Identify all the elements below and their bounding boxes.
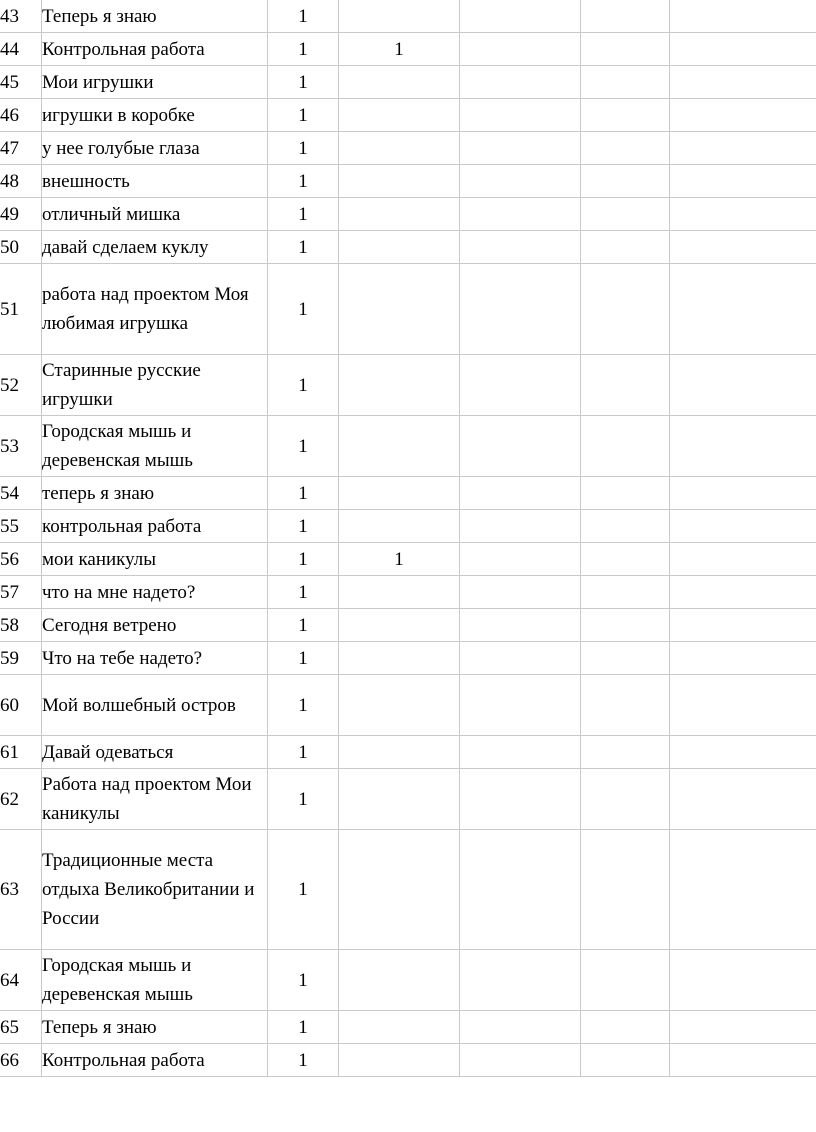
- empty-cell: [581, 355, 670, 416]
- empty-cell: [670, 950, 816, 1011]
- empty-cell: [581, 1011, 670, 1044]
- empty-cell: [581, 736, 670, 769]
- empty-cell: [460, 642, 581, 675]
- lesson-hours: 1: [268, 950, 339, 1011]
- lesson-topic: Сегодня ветрено: [42, 609, 268, 642]
- test-count: 1: [339, 543, 460, 576]
- empty-cell: [460, 66, 581, 99]
- empty-cell: [460, 543, 581, 576]
- table-row: [0, 510, 816, 543]
- empty-cell: [670, 769, 816, 830]
- empty-cell: [460, 950, 581, 1011]
- lesson-number: 60: [0, 675, 42, 736]
- empty-cell: [581, 165, 670, 198]
- lesson-topic: Теперь я знаю: [42, 1011, 268, 1044]
- empty-cell: [670, 33, 816, 66]
- empty-cell: [460, 477, 581, 510]
- lesson-hours: 1: [268, 675, 339, 736]
- empty-cell: [670, 198, 816, 231]
- table-row: [0, 33, 816, 66]
- test-count: [339, 576, 460, 609]
- empty-cell: [670, 576, 816, 609]
- empty-cell: [670, 477, 816, 510]
- lesson-hours: 1: [268, 99, 339, 132]
- test-count: [339, 132, 460, 165]
- empty-cell: [670, 416, 816, 477]
- lesson-hours: 1: [268, 416, 339, 477]
- table-row: [0, 830, 816, 950]
- lesson-topic: у нее голубые глаза: [42, 132, 268, 165]
- empty-cell: [460, 165, 581, 198]
- test-count: 1: [339, 33, 460, 66]
- test-count: [339, 769, 460, 830]
- lesson-number: 59: [0, 642, 42, 675]
- test-count: [339, 736, 460, 769]
- table-row: [0, 675, 816, 736]
- table-row: [0, 264, 816, 355]
- table-row: [0, 132, 816, 165]
- lesson-number: 55: [0, 510, 42, 543]
- lesson-number: 45: [0, 66, 42, 99]
- table-row: [0, 769, 816, 830]
- lesson-topic: Контрольная работа: [42, 33, 268, 66]
- table-row: [0, 609, 816, 642]
- empty-cell: [670, 264, 816, 355]
- lesson-topic: Мой волшебный остров: [42, 675, 268, 736]
- lesson-hours: 1: [268, 576, 339, 609]
- table-row: [0, 165, 816, 198]
- empty-cell: [581, 264, 670, 355]
- test-count: [339, 1011, 460, 1044]
- lesson-hours: 1: [268, 132, 339, 165]
- empty-cell: [670, 231, 816, 264]
- table-row: [0, 477, 816, 510]
- empty-cell: [460, 231, 581, 264]
- empty-cell: [460, 510, 581, 543]
- lesson-hours: 1: [268, 0, 339, 33]
- empty-cell: [670, 830, 816, 950]
- empty-cell: [670, 609, 816, 642]
- lesson-hours: 1: [268, 769, 339, 830]
- lesson-number: 57: [0, 576, 42, 609]
- lesson-hours: 1: [268, 66, 339, 99]
- empty-cell: [460, 355, 581, 416]
- empty-cell: [460, 264, 581, 355]
- table-row: [0, 576, 816, 609]
- empty-cell: [460, 736, 581, 769]
- empty-cell: [670, 0, 816, 33]
- empty-cell: [581, 675, 670, 736]
- empty-cell: [460, 576, 581, 609]
- empty-cell: [581, 543, 670, 576]
- empty-cell: [460, 99, 581, 132]
- lesson-topic: Давай одеваться: [42, 736, 268, 769]
- lesson-number: 62: [0, 769, 42, 830]
- lesson-number: 44: [0, 33, 42, 66]
- test-count: [339, 264, 460, 355]
- empty-cell: [670, 1011, 816, 1044]
- test-count: [339, 950, 460, 1011]
- lesson-hours: 1: [268, 830, 339, 950]
- table-row: [0, 198, 816, 231]
- empty-cell: [670, 1044, 816, 1077]
- empty-cell: [670, 165, 816, 198]
- test-count: [339, 231, 460, 264]
- empty-cell: [581, 416, 670, 477]
- test-count: [339, 510, 460, 543]
- empty-cell: [670, 543, 816, 576]
- lesson-hours: 1: [268, 198, 339, 231]
- lesson-number: 47: [0, 132, 42, 165]
- test-count: [339, 66, 460, 99]
- test-count: [339, 1044, 460, 1077]
- table-row: [0, 0, 816, 33]
- lesson-topic: Теперь я знаю: [42, 0, 268, 33]
- lesson-hours: 1: [268, 1011, 339, 1044]
- table-row: [0, 736, 816, 769]
- lesson-hours: 1: [268, 510, 339, 543]
- lesson-topic: мои каникулы: [42, 543, 268, 576]
- test-count: [339, 609, 460, 642]
- lesson-topic: контрольная работа: [42, 510, 268, 543]
- test-count: [339, 0, 460, 33]
- empty-cell: [460, 198, 581, 231]
- test-count: [339, 830, 460, 950]
- lesson-hours: 1: [268, 477, 339, 510]
- test-count: [339, 99, 460, 132]
- lesson-number: 52: [0, 355, 42, 416]
- empty-cell: [460, 769, 581, 830]
- test-count: [339, 165, 460, 198]
- empty-cell: [670, 355, 816, 416]
- test-count: [339, 477, 460, 510]
- lesson-topic: Мои игрушки: [42, 66, 268, 99]
- table-row: [0, 99, 816, 132]
- empty-cell: [581, 33, 670, 66]
- empty-cell: [581, 950, 670, 1011]
- table-row: [0, 543, 816, 576]
- empty-cell: [581, 1044, 670, 1077]
- lesson-hours: 1: [268, 1044, 339, 1077]
- lesson-number: 54: [0, 477, 42, 510]
- lesson-hours: 1: [268, 736, 339, 769]
- lesson-number: 58: [0, 609, 42, 642]
- test-count: [339, 355, 460, 416]
- empty-cell: [460, 1044, 581, 1077]
- lesson-topic: Городская мышь и деревенская мышь: [42, 416, 268, 477]
- test-count: [339, 198, 460, 231]
- table-row: [0, 642, 816, 675]
- table-row: [0, 950, 816, 1011]
- lesson-topic: Традиционные места отдыха Великобритании и России: [42, 830, 268, 950]
- lesson-hours: 1: [268, 642, 339, 675]
- lesson-topic: внешность: [42, 165, 268, 198]
- lesson-hours: 1: [268, 264, 339, 355]
- lesson-topic: Городская мышь и деревенская мышь: [42, 950, 268, 1011]
- table-row: [0, 231, 816, 264]
- table-row: [0, 416, 816, 477]
- empty-cell: [581, 609, 670, 642]
- lesson-number: 65: [0, 1011, 42, 1044]
- lesson-hours: 1: [268, 355, 339, 416]
- lesson-number: 43: [0, 0, 42, 33]
- empty-cell: [460, 609, 581, 642]
- test-count: [339, 675, 460, 736]
- lesson-topic: Что на тебе надето?: [42, 642, 268, 675]
- lesson-topic: Контрольная работа: [42, 1044, 268, 1077]
- table-row: [0, 1044, 816, 1077]
- test-count: [339, 416, 460, 477]
- empty-cell: [670, 66, 816, 99]
- empty-cell: [670, 675, 816, 736]
- lesson-number: 48: [0, 165, 42, 198]
- lesson-number: 56: [0, 543, 42, 576]
- empty-cell: [581, 477, 670, 510]
- lesson-number: 46: [0, 99, 42, 132]
- empty-cell: [670, 642, 816, 675]
- lesson-number: 49: [0, 198, 42, 231]
- lesson-topic: давай сделаем куклу: [42, 231, 268, 264]
- table-row: [0, 355, 816, 416]
- empty-cell: [460, 33, 581, 66]
- lesson-topic: что на мне надето?: [42, 576, 268, 609]
- lesson-hours: 1: [268, 609, 339, 642]
- empty-cell: [460, 675, 581, 736]
- empty-cell: [581, 99, 670, 132]
- lesson-hours: 1: [268, 165, 339, 198]
- lesson-hours: 1: [268, 231, 339, 264]
- table-row: [0, 66, 816, 99]
- empty-cell: [581, 198, 670, 231]
- empty-cell: [670, 510, 816, 543]
- lesson-topic: Старинные русские игрушки: [42, 355, 268, 416]
- empty-cell: [581, 66, 670, 99]
- lesson-topic: игрушки в коробке: [42, 99, 268, 132]
- empty-cell: [581, 830, 670, 950]
- lesson-hours: 1: [268, 33, 339, 66]
- test-count: [339, 642, 460, 675]
- empty-cell: [670, 736, 816, 769]
- lesson-topic: отличный мишка: [42, 198, 268, 231]
- lesson-number: 63: [0, 830, 42, 950]
- empty-cell: [460, 132, 581, 165]
- lesson-number: 66: [0, 1044, 42, 1077]
- empty-cell: [581, 576, 670, 609]
- empty-cell: [581, 231, 670, 264]
- empty-cell: [581, 642, 670, 675]
- lesson-hours: 1: [268, 543, 339, 576]
- empty-cell: [581, 0, 670, 33]
- empty-cell: [460, 1011, 581, 1044]
- lesson-topic: теперь я знаю: [42, 477, 268, 510]
- lesson-number: 64: [0, 950, 42, 1011]
- lesson-number: 51: [0, 264, 42, 355]
- lesson-topic: Работа над проектом Мои каникулы: [42, 769, 268, 830]
- empty-cell: [670, 132, 816, 165]
- lesson-number: 53: [0, 416, 42, 477]
- empty-cell: [460, 416, 581, 477]
- lesson-topic: работа над проектом Моя любимая игрушка: [42, 264, 268, 355]
- empty-cell: [581, 510, 670, 543]
- empty-cell: [670, 99, 816, 132]
- empty-cell: [581, 132, 670, 165]
- lesson-number: 50: [0, 231, 42, 264]
- table-row: [0, 1011, 816, 1044]
- empty-cell: [581, 769, 670, 830]
- empty-cell: [460, 0, 581, 33]
- empty-cell: [460, 830, 581, 950]
- lesson-number: 61: [0, 736, 42, 769]
